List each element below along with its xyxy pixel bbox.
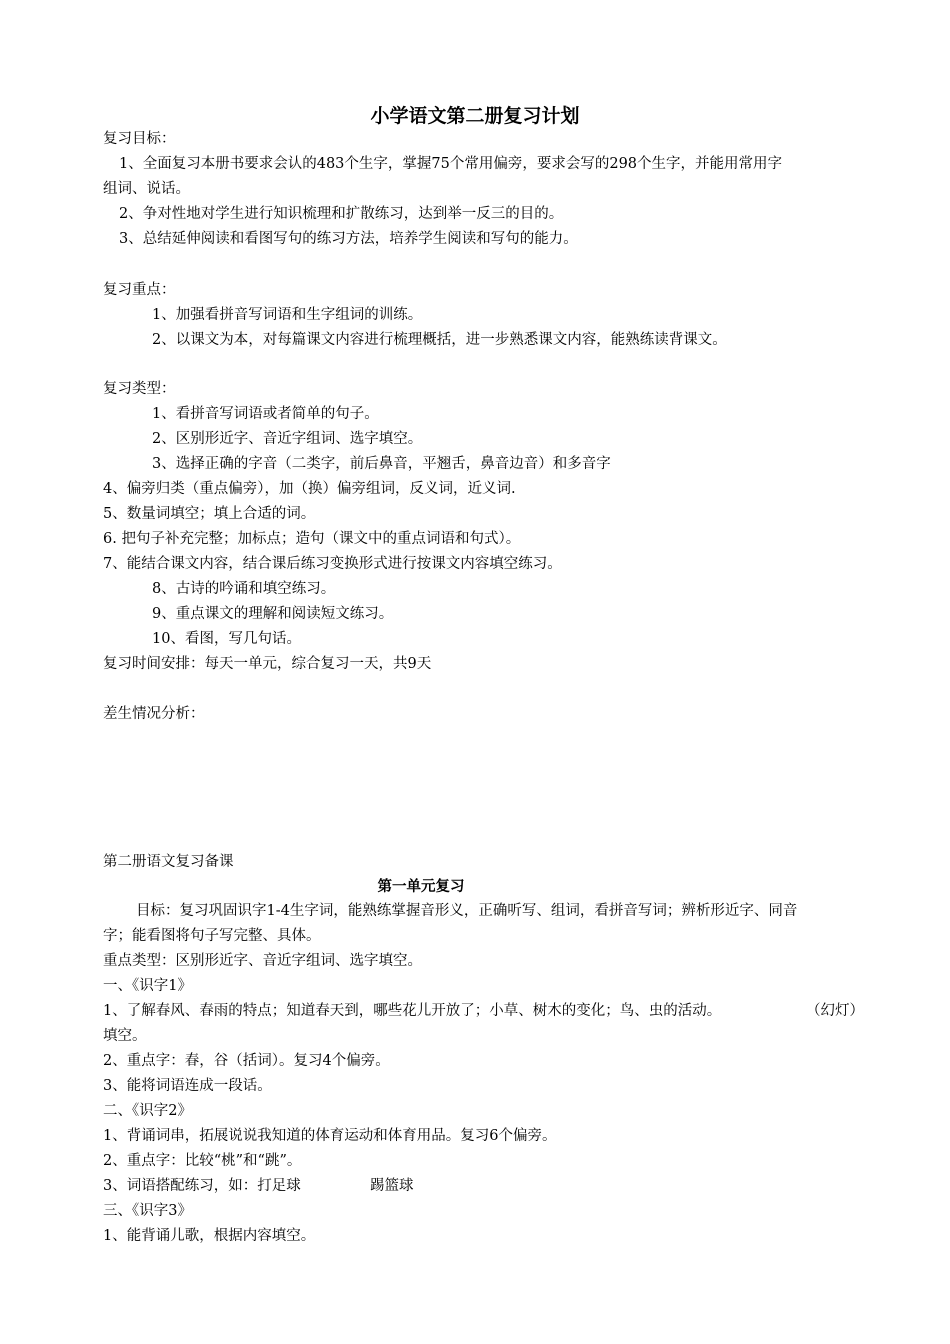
- section-heading: 一、《识字1》: [103, 978, 192, 994]
- type-item: 4、偏旁归类（重点偏旁），加（换）偏旁组词，反义词，近义词.: [103, 481, 516, 497]
- type-item: 7、能结合课文内容，结合课后练习变换形式进行按课文内容填空练习。: [103, 556, 562, 572]
- goal-item: 组词、说话。: [103, 181, 190, 197]
- section-heading: 三、《识字3》: [103, 1203, 192, 1219]
- section-item: 填空。: [103, 1028, 147, 1044]
- section-item: （幻灯）: [806, 1003, 864, 1019]
- section-heading: 二、《识字2》: [103, 1103, 192, 1119]
- document-title: 小学语文第二册复习计划: [370, 105, 580, 127]
- focus-item: 2、以课文为本，对每篇课文内容进行梳理概括，进一步熟悉课文内容，能熟练读背课文。: [152, 332, 727, 348]
- type-item: 8、古诗的吟诵和填空练习。: [152, 581, 336, 597]
- section-item: 踢篮球: [370, 1178, 414, 1194]
- section-item: 1、能背诵儿歌，根据内容填空。: [103, 1228, 316, 1244]
- type-item: 1、看拼音写词语或者简单的句子。: [152, 406, 379, 422]
- goal-item: 3、总结延伸阅读和看图写句的练习方法，培养学生阅读和写句的能力。: [119, 231, 578, 247]
- unit-goal: 目标：复习巩固识字1-4生字词，能熟练掌握音形义，正确听写、组词，看拼音写词；辨析形近字、同音: [136, 903, 798, 919]
- focus-item: 1、加强看拼音写词语和生字组词的训练。: [152, 307, 423, 323]
- unit-title: 第一单元复习: [377, 878, 465, 895]
- section-item: 2、重点字：比较“桃”和“跳”。: [103, 1153, 302, 1169]
- type-item: 3、选择正确的字音（二类字，前后鼻音，平翘舌，鼻音边音）和多音字: [152, 456, 611, 472]
- section-item: 2、重点字：春，谷（括词）。复习4个偏旁。: [103, 1053, 390, 1069]
- section-item: 3、能将词语连成一段话。: [103, 1078, 272, 1094]
- section-item: 1、了解春风、春雨的特点；知道春天到，哪些花儿开放了；小草、树木的变化；鸟、虫的活动。: [103, 1003, 722, 1019]
- type-item: 10、看图，写几句话。: [152, 631, 301, 647]
- type-item: 5、数量词填空；填上合适的词。: [103, 506, 316, 522]
- schedule-line: 复习时间安排：每天一单元，综合复习一天，共9天: [103, 656, 432, 672]
- focus-heading: 复习重点：: [103, 282, 176, 298]
- goal-item: 1、全面复习本册书要求会认的483个生字，掌握75个常用偏旁，要求会写的298个生字，并能用常用字: [119, 156, 783, 172]
- section-item: 1、背诵词串，拓展说说我知道的体育运动和体育用品。复习6个偏旁。: [103, 1128, 557, 1144]
- section-item: 3、词语搭配练习，如：打足球: [103, 1178, 301, 1194]
- types-heading: 复习类型：: [103, 381, 176, 397]
- unit-goal: 字；能看图将句子写完整、具体。: [103, 928, 321, 944]
- prep-heading: 第二册语文复习备课: [103, 854, 234, 870]
- weak-students-heading: 差生情况分析：: [103, 706, 205, 722]
- goal-item: 2、争对性地对学生进行知识梳理和扩散练习，达到举一反三的目的。: [119, 206, 564, 222]
- type-item: 6. 把句子补充完整；加标点；造句（课文中的重点词语和句式）。: [103, 531, 521, 547]
- type-item: 9、重点课文的理解和阅读短文练习。: [152, 606, 394, 622]
- goals-heading: 复习目标：: [103, 131, 176, 147]
- type-item: 2、区别形近字、音近字组词、选字填空。: [152, 431, 423, 447]
- unit-key-types: 重点类型：区别形近字、音近字组词、选字填空。: [103, 953, 422, 969]
